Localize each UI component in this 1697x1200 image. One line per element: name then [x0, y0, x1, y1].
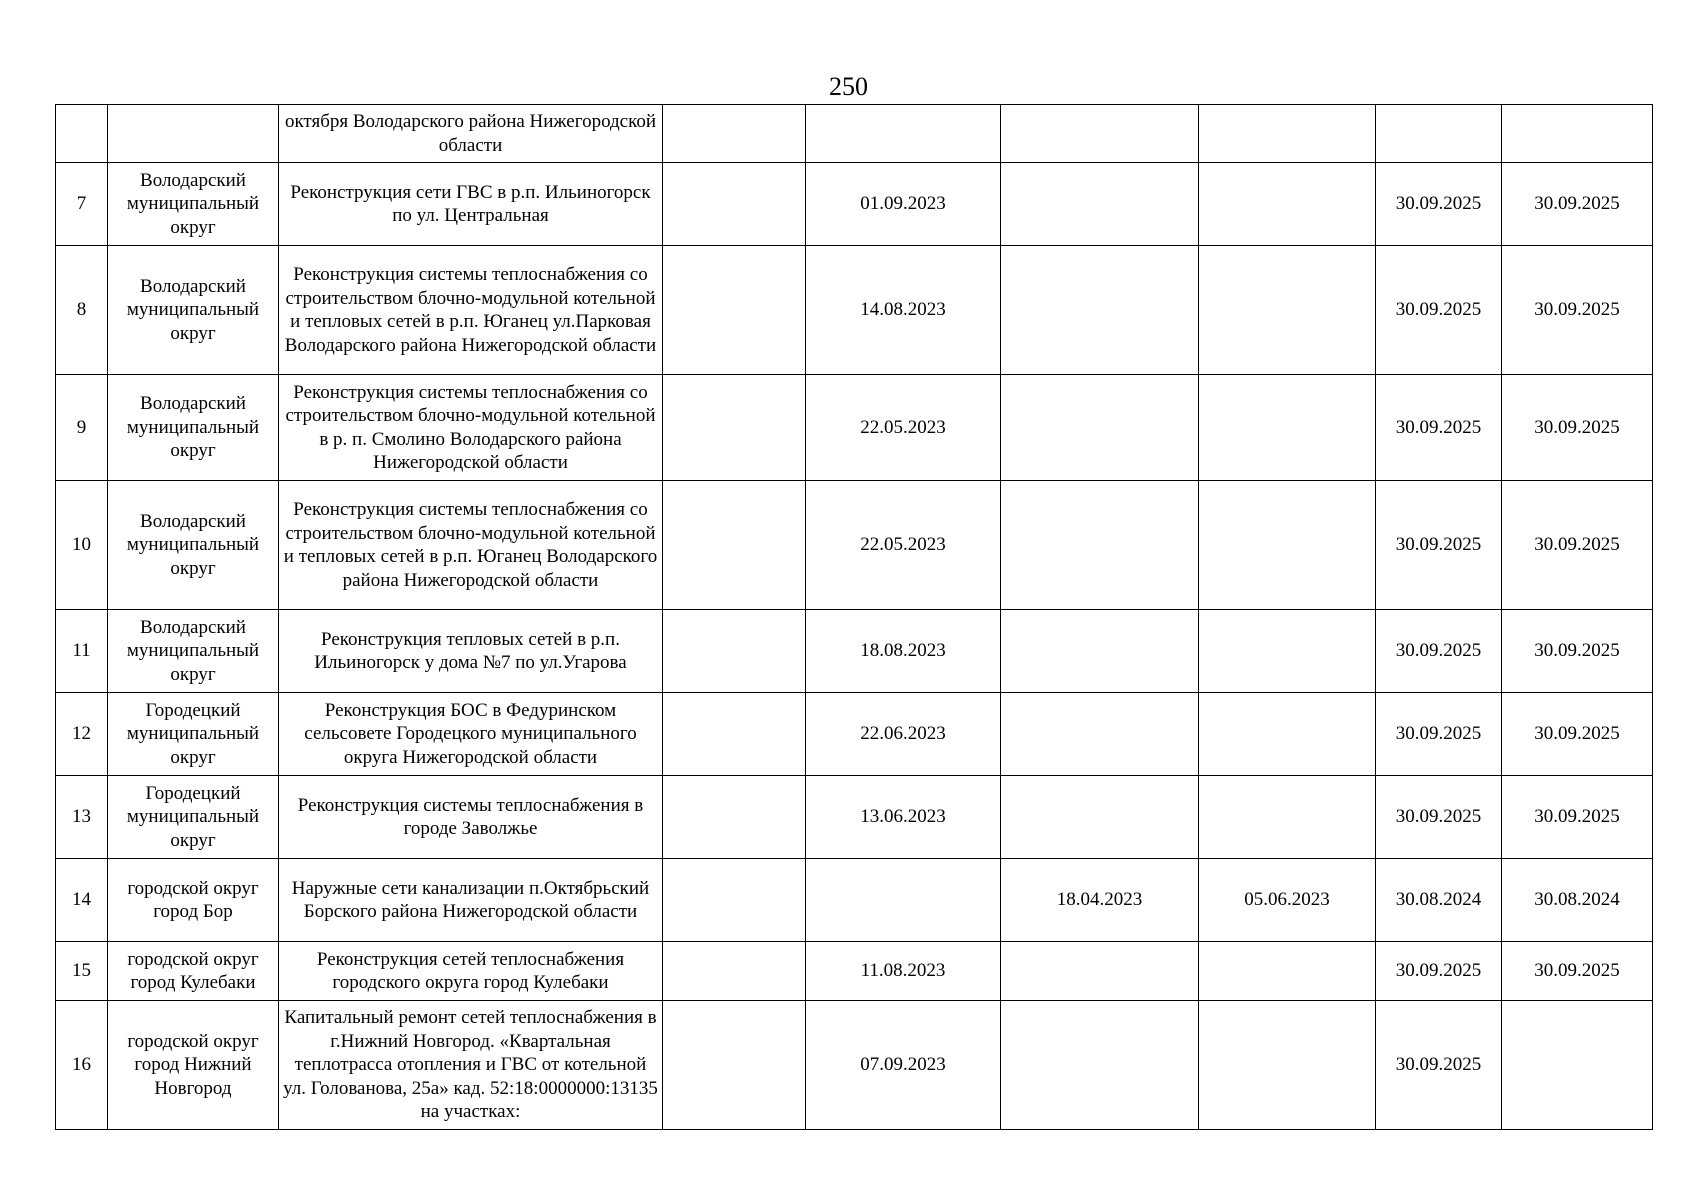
object-name-cell: Реконструкция системы теплоснабжения в городе Заволжье [279, 776, 663, 859]
table-row [56, 1001, 1653, 1130]
column-9-date-cell: 30.09.2025 [1502, 693, 1653, 776]
column-8-date-cell: 30.09.2025 [1376, 942, 1502, 1001]
column-9-date-cell [1502, 1001, 1653, 1130]
column-8-date-cell: 30.09.2025 [1376, 693, 1502, 776]
column-4-cell [663, 776, 806, 859]
column-5-date-cell: 07.09.2023 [806, 1001, 1001, 1130]
column-9-date-cell: 30.09.2025 [1502, 942, 1653, 1001]
district-cell: Володарский муниципальный округ [108, 481, 279, 610]
object-name-cell: Реконструкция системы теплоснабжения со строительством блочно-модульной котельной и тепловых сетей в р.п. Юганец ул.Парковая Володарского района Нижегородской области [279, 246, 663, 375]
page-number: 250 [829, 72, 868, 101]
row-number-cell: 14 [56, 859, 108, 942]
column-6-date-cell [1001, 481, 1199, 610]
column-8-date-cell: 30.09.2025 [1376, 481, 1502, 610]
column-4-cell [663, 163, 806, 246]
column-8-date-cell [1376, 105, 1502, 163]
column-9-date-cell: 30.09.2025 [1502, 246, 1653, 375]
district-cell: городской округ город Кулебаки [108, 942, 279, 1001]
table-row [56, 942, 1653, 1001]
column-6-date-cell [1001, 693, 1199, 776]
column-9-date-cell: 30.08.2024 [1502, 859, 1653, 942]
column-8-date-cell: 30.09.2025 [1376, 610, 1502, 693]
row-number-cell: 7 [56, 163, 108, 246]
table-row [56, 610, 1653, 693]
column-6-date-cell [1001, 105, 1199, 163]
table-row [56, 105, 1653, 163]
column-5-date-cell: 22.05.2023 [806, 481, 1001, 610]
column-7-date-cell: 05.06.2023 [1199, 859, 1376, 942]
table-row [56, 246, 1653, 375]
column-6-date-cell [1001, 1001, 1199, 1130]
row-number-cell: 16 [56, 1001, 108, 1130]
column-4-cell [663, 481, 806, 610]
column-6-date-cell [1001, 246, 1199, 375]
column-8-date-cell: 30.09.2025 [1376, 776, 1502, 859]
column-5-date-cell [806, 859, 1001, 942]
column-9-date-cell: 30.09.2025 [1502, 481, 1653, 610]
column-7-date-cell [1199, 1001, 1376, 1130]
column-5-date-cell: 22.06.2023 [806, 693, 1001, 776]
object-name-cell: Капитальный ремонт сетей теплоснабжения в г.Нижний Новгород. «Квартальная теплотрасса отопления и ГВС от котельной ул. Голованова, 25а» кад. 52:18:0000000:13135 на участках: [279, 1001, 663, 1130]
column-7-date-cell [1199, 246, 1376, 375]
column-4-cell [663, 105, 806, 163]
district-cell: Городецкий муниципальный округ [108, 776, 279, 859]
column-6-date-cell: 18.04.2023 [1001, 859, 1199, 942]
data-table [55, 104, 1653, 1130]
table-row [56, 481, 1653, 610]
object-name-cell: октября Володарского района Нижегородской области [279, 105, 663, 163]
column-4-cell [663, 246, 806, 375]
column-9-date-cell: 30.09.2025 [1502, 610, 1653, 693]
district-cell [108, 105, 279, 163]
column-9-date-cell [1502, 105, 1653, 163]
district-cell: Володарский муниципальный округ [108, 163, 279, 246]
column-7-date-cell [1199, 942, 1376, 1001]
row-number-cell: 15 [56, 942, 108, 1001]
column-6-date-cell [1001, 163, 1199, 246]
column-8-date-cell: 30.09.2025 [1376, 375, 1502, 481]
column-7-date-cell [1199, 375, 1376, 481]
column-4-cell [663, 1001, 806, 1130]
row-number-cell: 12 [56, 693, 108, 776]
column-7-date-cell [1199, 163, 1376, 246]
column-4-cell [663, 693, 806, 776]
district-cell: Володарский муниципальный округ [108, 375, 279, 481]
table-row [56, 776, 1653, 859]
district-cell: городской округ город Бор [108, 859, 279, 942]
row-number-cell: 9 [56, 375, 108, 481]
table-row [56, 693, 1653, 776]
column-7-date-cell [1199, 610, 1376, 693]
column-7-date-cell [1199, 105, 1376, 163]
row-number-cell [56, 105, 108, 163]
object-name-cell: Реконструкция системы теплоснабжения со строительством блочно-модульной котельной в р. п. Смолино Володарского района Нижегородской области [279, 375, 663, 481]
row-number-cell: 8 [56, 246, 108, 375]
object-name-cell: Реконструкция БОС в Федуринском сельсовете Городецкого муниципального округа Нижегородской области [279, 693, 663, 776]
column-8-date-cell: 30.09.2025 [1376, 163, 1502, 246]
row-number-cell: 10 [56, 481, 108, 610]
column-6-date-cell [1001, 776, 1199, 859]
district-cell: Володарский муниципальный округ [108, 610, 279, 693]
column-5-date-cell: 13.06.2023 [806, 776, 1001, 859]
column-4-cell [663, 610, 806, 693]
column-4-cell [663, 942, 806, 1001]
object-name-cell: Реконструкция тепловых сетей в р.п. Ильиногорск у дома №7 по ул.Угарова [279, 610, 663, 693]
column-5-date-cell: 01.09.2023 [806, 163, 1001, 246]
row-number-cell: 13 [56, 776, 108, 859]
table-row [56, 859, 1653, 942]
column-7-date-cell [1199, 693, 1376, 776]
table-row [56, 375, 1653, 481]
column-9-date-cell: 30.09.2025 [1502, 375, 1653, 481]
row-number-cell: 11 [56, 610, 108, 693]
column-5-date-cell: 11.08.2023 [806, 942, 1001, 1001]
column-6-date-cell [1001, 942, 1199, 1001]
column-9-date-cell: 30.09.2025 [1502, 163, 1653, 246]
table-row [56, 163, 1653, 246]
object-name-cell: Реконструкция сетей теплоснабжения городского округа город Кулебаки [279, 942, 663, 1001]
column-7-date-cell [1199, 481, 1376, 610]
object-name-cell: Наружные сети канализации п.Октябрьский Борского района Нижегородской области [279, 859, 663, 942]
district-cell: Володарский муниципальный округ [108, 246, 279, 375]
column-4-cell [663, 859, 806, 942]
column-9-date-cell: 30.09.2025 [1502, 776, 1653, 859]
column-6-date-cell [1001, 610, 1199, 693]
column-8-date-cell: 30.08.2024 [1376, 859, 1502, 942]
column-5-date-cell: 22.05.2023 [806, 375, 1001, 481]
object-name-cell: Реконструкция сети ГВС в р.п. Ильиногорск по ул. Центральная [279, 163, 663, 246]
column-4-cell [663, 375, 806, 481]
column-6-date-cell [1001, 375, 1199, 481]
column-7-date-cell [1199, 776, 1376, 859]
district-cell: городской округ город Нижний Новгород [108, 1001, 279, 1130]
column-5-date-cell [806, 105, 1001, 163]
column-8-date-cell: 30.09.2025 [1376, 1001, 1502, 1130]
column-5-date-cell: 14.08.2023 [806, 246, 1001, 375]
district-cell: Городецкий муниципальный округ [108, 693, 279, 776]
column-5-date-cell: 18.08.2023 [806, 610, 1001, 693]
object-name-cell: Реконструкция системы теплоснабжения со строительством блочно-модульной котельной и тепловых сетей в р.п. Юганец Володарского района Нижегородской области [279, 481, 663, 610]
column-8-date-cell: 30.09.2025 [1376, 246, 1502, 375]
